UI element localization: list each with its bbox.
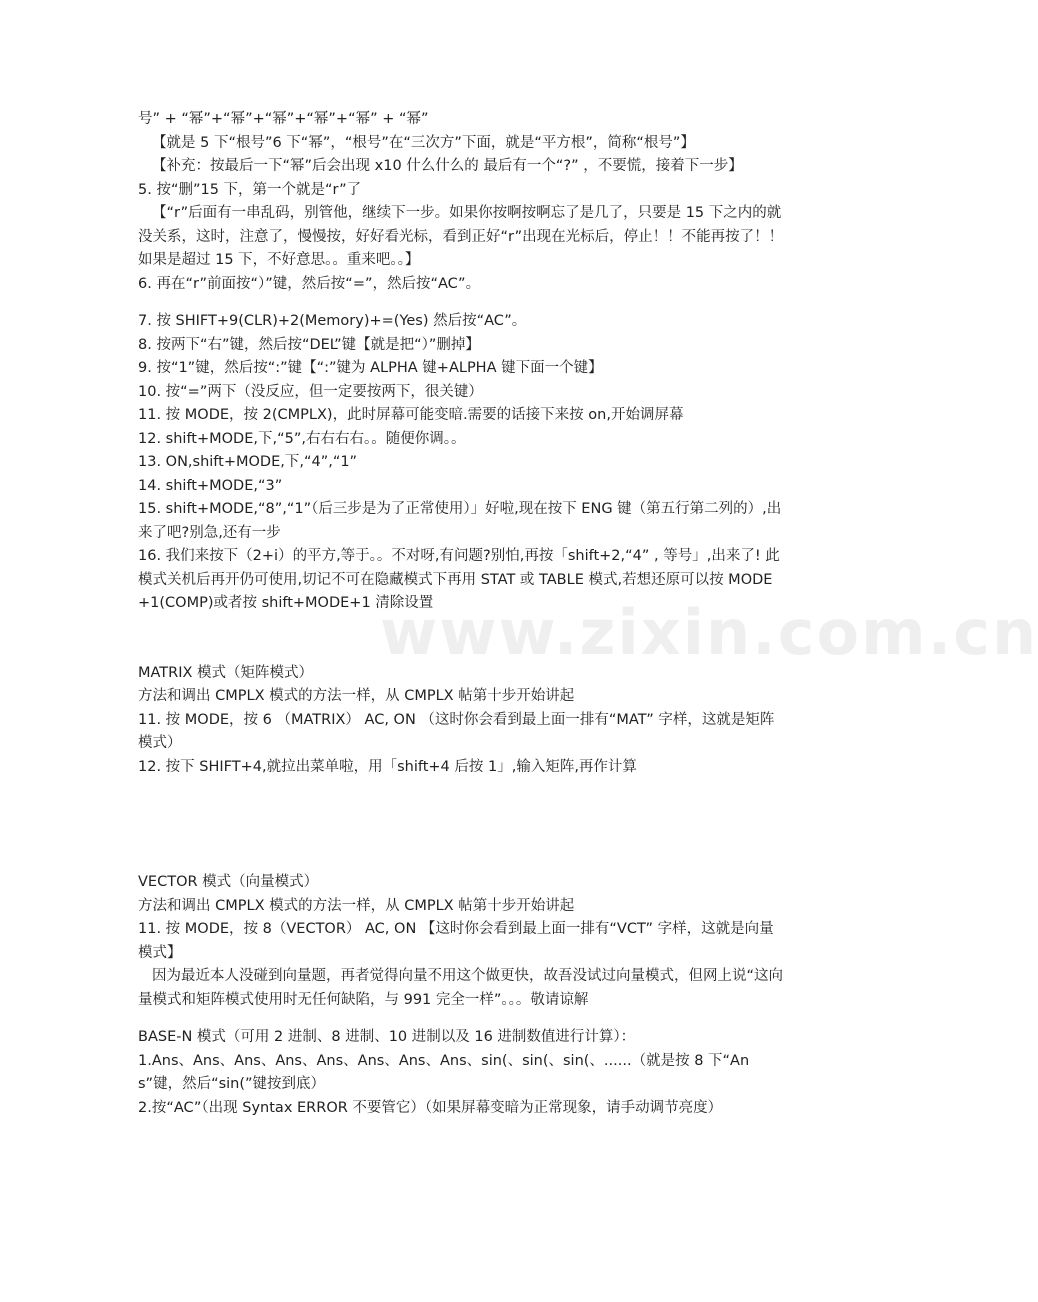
- step-11: 11. 按 MODE，按 2(CMPLX)，此时屏幕可能变暗.需要的话接下来按 on,开始调屏幕: [138, 407, 684, 423]
- matrix-step-12: 12. 按下 SHIFT+4,就拉出菜单啦，用「shift+4 后按 1」,输入矩阵,再作计算: [138, 758, 637, 775]
- text-line: 因为最近本人没碰到向量题，再者觉得向量不用这个做更快，故吾没试过向量模式，但网上说“这向量模式和矩阵模式使用时无任何缺陷，与 991 完全一样”。。。敬请谅解: [138, 968, 784, 1008]
- step-16: 16. 我们来按下（2+i）的平方,等于。。不对呀,有问题?别怕,再按「shift+2,“4” , 等号」,出来了! 此模式关机后再开仍可使用,切记不可在隐藏模式下再用 STAT 或 TABLE 模式,若想还原可以按 MODE+1(COMP)或者按 shift+MODE+1 清除设置: [138, 548, 780, 611]
- section-heading-matrix: MATRIX 模式（矩阵模式）: [138, 664, 314, 681]
- text-line: 【“r”后面有一串乱码，别管他，继续下一步。如果你按啊按啊忘了是几了，只要是 15 下之内的就没关系，这时，注意了，慢慢按，好好看光标，看到正好“r”出现在光标后，停止！！不能再按了！！如果是超过 15 下，不好意思。。重来吧。。】: [138, 205, 784, 268]
- watermark-text: www.zixin.com.cn: [380, 596, 1038, 669]
- vector-step-11: 11. 按 MODE，按 8（VECTOR） AC, ON 【这时你会看到最上面一排有“VCT” 字样，这就是向量模式】: [138, 921, 774, 961]
- base-n-step-1: 1.Ans、Ans、Ans、Ans、Ans、Ans、Ans、Ans、sin(、sin(、sin(、......（就是按 8 下“Ans”键，然后“sin(”键按到底）: [138, 1052, 750, 1092]
- step-13: 13. ON,shift+MODE,下,“4”,“1”: [138, 454, 358, 470]
- document-body: [138, 108, 784, 1120]
- section-heading-base-n: BASE-N 模式（可用 2 进制、8 进制、10 进制以及 16 进制数值进行计算）：: [138, 1029, 636, 1045]
- step-14: 14. shift+MODE,“3”: [138, 477, 283, 494]
- matrix-step-11: 11. 按 MODE，按 6 （MATRIX） AC, ON （这时你会看到最上面一排有“MAT” 字样，这就是矩阵模式）: [138, 711, 775, 751]
- step-9: 9. 按“1”键，然后按“:”键【“:”键为 ALPHA 键+ALPHA 键下面一个键】: [138, 360, 603, 376]
- step-7: 7. 按 SHIFT+9(CLR)+2(Memory)+=(Yes) 然后按“AC”。: [138, 313, 527, 329]
- spacer: [138, 296, 784, 310]
- text-line: 方法和调出 CMPLX 模式的方法一样，从 CMPLX 帖第十步开始讲起: [138, 897, 575, 914]
- text-line: 号” + “幂”+“幂”+“幂”+“幂”+“幂” + “幂”: [138, 111, 429, 127]
- text-line: 【补充：按最后一下“幂”后会出现 x10 什么什么的 最后有一个“?” ，不要慌，接着下一步】: [152, 158, 743, 174]
- step-10: 10. 按“=”两下（没反应，但一定要按两下，很关键）: [138, 383, 483, 400]
- section-heading-vector: VECTOR 模式（向量模式）: [138, 874, 319, 890]
- step-6: 6. 再在“r”前面按“）”键，然后按“=”，然后按“AC”。: [138, 275, 481, 292]
- spacer: [138, 779, 784, 871]
- step-5: 5. 按“删”15 下，第一个就是“r”了: [138, 181, 362, 198]
- step-12: 12. shift+MODE,下,“5”,右右右右。。随便你调。。: [138, 430, 466, 447]
- step-15: 15. shift+MODE,“8”,“1”（后三步是为了正常使用）」好啦,现在按下 ENG 键（第五行第二列的）,出来了吧?别急,还有一步: [138, 501, 782, 541]
- base-n-step-2: 2.按“AC”（出现 Syntax ERROR 不要管它）（如果屏幕变暗为正常现象，请手动调节亮度）: [138, 1099, 723, 1116]
- spacer: [138, 1012, 784, 1026]
- spacer: [138, 616, 784, 662]
- step-8: 8. 按两下“右”键，然后按“DEL”键【就是把“）”删掉】: [138, 336, 480, 353]
- text-line: 方法和调出 CMPLX 模式的方法一样，从 CMPLX 帖第十步开始讲起: [138, 688, 575, 704]
- text-line: 【就是 5 下“根号”6 下“幂”，“根号”在“三次方”下面，就是“平方根”，简称“根号”】: [152, 134, 695, 151]
